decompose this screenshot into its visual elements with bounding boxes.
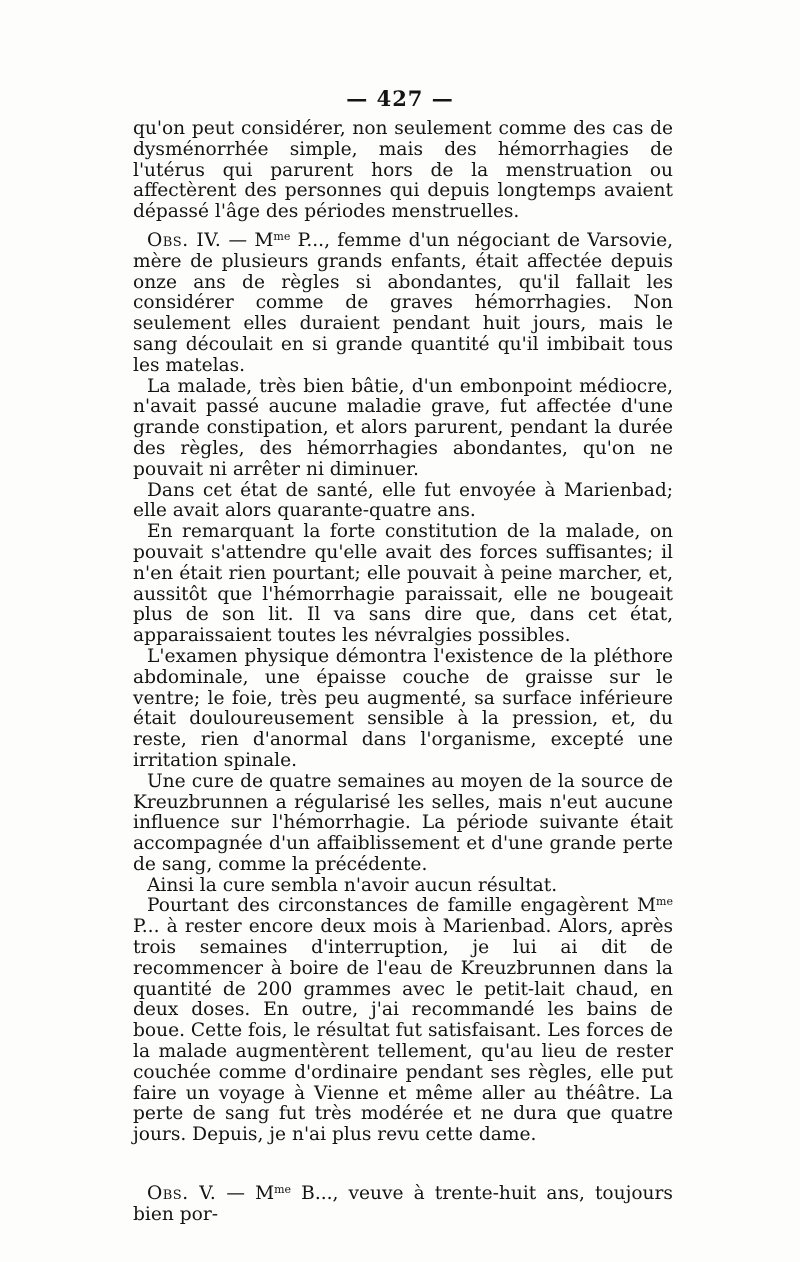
- paragraph-text: Ainsi la cure sembla n'avoir aucun résultat.: [147, 874, 558, 896]
- paragraph-text: En remarquant la forte constitution de la malade, on pouvait s'attendre qu'elle avait des forces suffisantes; il n'en était rien pourtant; elle pouvait à peine marcher, et, aussitôt que l'hémorrhagie paraissait, elle ne bougeait plus de son lit. Il va sans dire que, dans cet état, apparaissaient toutes les névralgies possibles.: [133, 521, 673, 647]
- paragraph: [133, 481, 673, 523]
- paragraph: [133, 876, 673, 897]
- observation-separator: — M: [221, 229, 274, 251]
- paragraph-text: L'examen physique démontra l'existence de la pléthore abdominale, une épaisse couche de graisse sur le ventre; le foie, très peu augmenté, sa surface inférieure était douloureusement sensible à la pression, et, du reste, rien d'anormal dans l'organisme, excepté une irritation spinale.: [133, 645, 673, 771]
- paragraph-text: Une cure de quatre semaines au moyen de la source de Kreuzbrunnen a régularisé les selles, mais n'eut aucune influence sur l'hémorrhagie. La période suivante était accompagnée d'un affaiblissement et d'une grande perte de sang, comme la précédente.: [133, 770, 673, 875]
- paragraph-text-before: Pourtant des circonstances de famille engagèrent M: [147, 895, 657, 917]
- paragraph: [133, 772, 673, 876]
- paragraph-text: La malade, très bien bâtie, d'un embonpoint médiocre, n'avait passé aucune maladie grave, fut affectée d'une grande constipation, et alors parurent, pendant la durée des règles, des hémorrhagies abondantes, qu'on ne pouvait ni arrêter ni diminuer.: [133, 375, 673, 480]
- section-gap: [133, 1146, 673, 1184]
- paragraph-text: qu'on peut considérer, non seulement comme des cas de dysménorrhée simple, mais des hémorrhagies de l'utérus qui parurent hors de la menstruation ou affectèrent des personnes qui depuis longtemps avaient dépassé l'âge des périodes menstruelles.: [133, 118, 673, 223]
- paragraph-continuation: [133, 119, 673, 223]
- title-superscript: me: [273, 229, 291, 243]
- title-superscript: me: [656, 895, 673, 909]
- title-superscript: me: [274, 1183, 292, 1197]
- observation-separator: — M: [216, 1183, 275, 1205]
- paragraph-text: B..., veuve à trente-huit ans, toujours bien por-: [133, 1183, 673, 1225]
- paragraph-text: Dans cet état de santé, elle fut envoyée à Marienbad; elle avait alors quarante-quatre ans.: [133, 479, 673, 522]
- observation-v: [133, 1184, 673, 1226]
- observation-label: Obs. V.: [147, 1183, 217, 1205]
- paragraph-text: P..., femme d'un négociant de Varsovie, mère de plusieurs grands enfants, était affectée depuis onze ans de règles si abondantes, qu'il fallait les considérer comme de graves hémorrhagies. Non seulement elles duraient pendant huit jours, mais le sang découlait en si grande quantité qu'il imbibait tous les matelas.: [133, 229, 673, 376]
- page-number: — 427 —: [346, 86, 454, 111]
- page-body: [133, 119, 673, 1226]
- paragraph: [133, 522, 673, 647]
- observation-label: Obs. IV.: [147, 229, 222, 251]
- paragraph: [133, 647, 673, 772]
- paragraph-text: P... à rester encore deux mois à Marienbad. Alors, après trois semaines d'interruption, je lui ai dit de recommencer à boire de l'eau de Kreuzbrunnen dans la quantité de 200 grammes avec le petit-lait chaud, en deux doses. En outre, j'ai recommandé les bains de boue. Cette fois, le résultat fut satisfaisant. Les forces de la malade augmentèrent tellement, qu'au lieu de rester couchée comme d'ordinaire pendant ses règles, elle put faire un voyage à Vienne et même aller au théâtre. La perte de sang fut très modérée et ne dura que quatre jours. Depuis, je n'ai plus revu cette dame.: [133, 916, 673, 1146]
- paragraph: [133, 377, 673, 481]
- observation-iv: [133, 231, 673, 377]
- paragraph: [133, 896, 673, 1146]
